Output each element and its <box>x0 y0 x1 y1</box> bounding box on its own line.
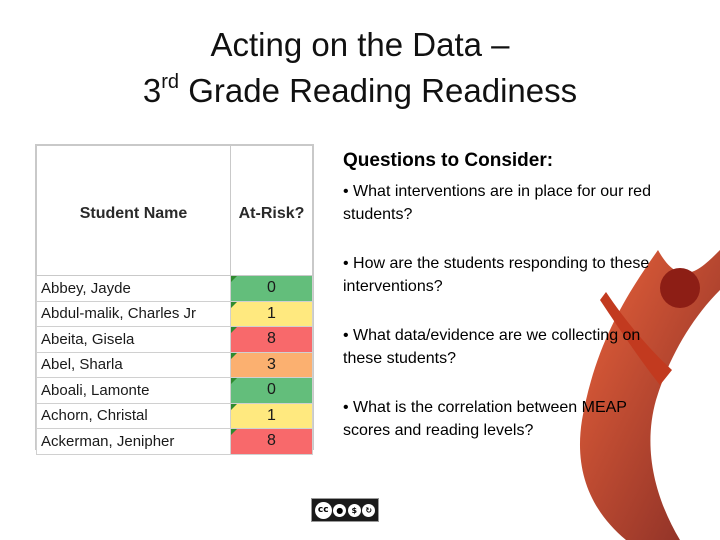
column-header-at-risk: At-Risk? <box>231 146 313 276</box>
questions-panel <box>343 150 663 468</box>
student-risk-table <box>35 144 314 450</box>
student-name-cell: Abel, Sharla <box>37 352 231 378</box>
table-row <box>37 327 313 353</box>
column-header-student-name: Student Name <box>37 146 231 276</box>
at-risk-value: 8 <box>267 330 276 348</box>
question-item: • How are the students responding to these interventions? <box>343 255 650 295</box>
cell-comment-marker-icon <box>231 276 237 282</box>
student-name-cell: Ackerman, Jenipher <box>37 429 231 455</box>
student-name-cell: Abeita, Gisela <box>37 327 231 353</box>
table-row <box>37 378 313 404</box>
by-icon: ● <box>333 504 346 517</box>
cell-comment-marker-icon <box>231 327 237 333</box>
student-name-cell: Achorn, Christal <box>37 403 231 429</box>
table-row <box>37 403 313 429</box>
creative-commons-badge <box>311 498 379 522</box>
cc-icon: cc <box>315 502 332 519</box>
cell-comment-marker-icon <box>231 404 237 410</box>
table-row <box>37 276 313 302</box>
student-name-cell: Aboali, Lamonte <box>37 378 231 404</box>
questions-heading: Questions to Consider: <box>343 150 554 171</box>
at-risk-value-cell <box>231 403 313 429</box>
cell-comment-marker-icon <box>231 302 237 308</box>
question-item: • What is the correlation between MEAP scores and reading levels? <box>343 399 627 439</box>
title-ordinal-suffix: rd <box>161 71 180 93</box>
student-name-cell: Abdul-malik, Charles Jr <box>37 301 231 327</box>
title-grade-number: 3 <box>142 72 162 109</box>
at-risk-value-cell <box>231 352 313 378</box>
at-risk-value: 0 <box>267 279 276 297</box>
cell-comment-marker-icon <box>231 353 237 359</box>
question-item: • What data/evidence are we collecting on these students? <box>343 327 641 367</box>
sa-icon: ↻ <box>362 504 375 517</box>
question-item: • What interventions are in place for our red students? <box>343 183 651 223</box>
title-line-1: Acting on the Data – <box>210 26 510 63</box>
title-line-2 <box>0 68 720 114</box>
table-row <box>37 352 313 378</box>
at-risk-value: 0 <box>267 381 276 399</box>
at-risk-value: 1 <box>267 406 276 424</box>
student-name-cell: Abbey, Jayde <box>37 276 231 302</box>
title-grade-text: Grade Reading Readiness <box>179 72 578 109</box>
at-risk-value-cell <box>231 378 313 404</box>
cell-comment-marker-icon <box>231 378 237 384</box>
at-risk-value: 1 <box>267 304 276 322</box>
at-risk-value: 3 <box>267 355 276 373</box>
cell-comment-marker-icon <box>231 429 237 435</box>
at-risk-value-cell <box>231 276 313 302</box>
slide-title <box>0 22 720 114</box>
table-row <box>37 301 313 327</box>
at-risk-value-cell <box>231 327 313 353</box>
at-risk-value-cell <box>231 301 313 327</box>
nc-icon: $ <box>348 504 361 517</box>
table-row <box>37 429 313 455</box>
at-risk-value-cell <box>231 429 313 455</box>
at-risk-value: 8 <box>267 432 276 450</box>
